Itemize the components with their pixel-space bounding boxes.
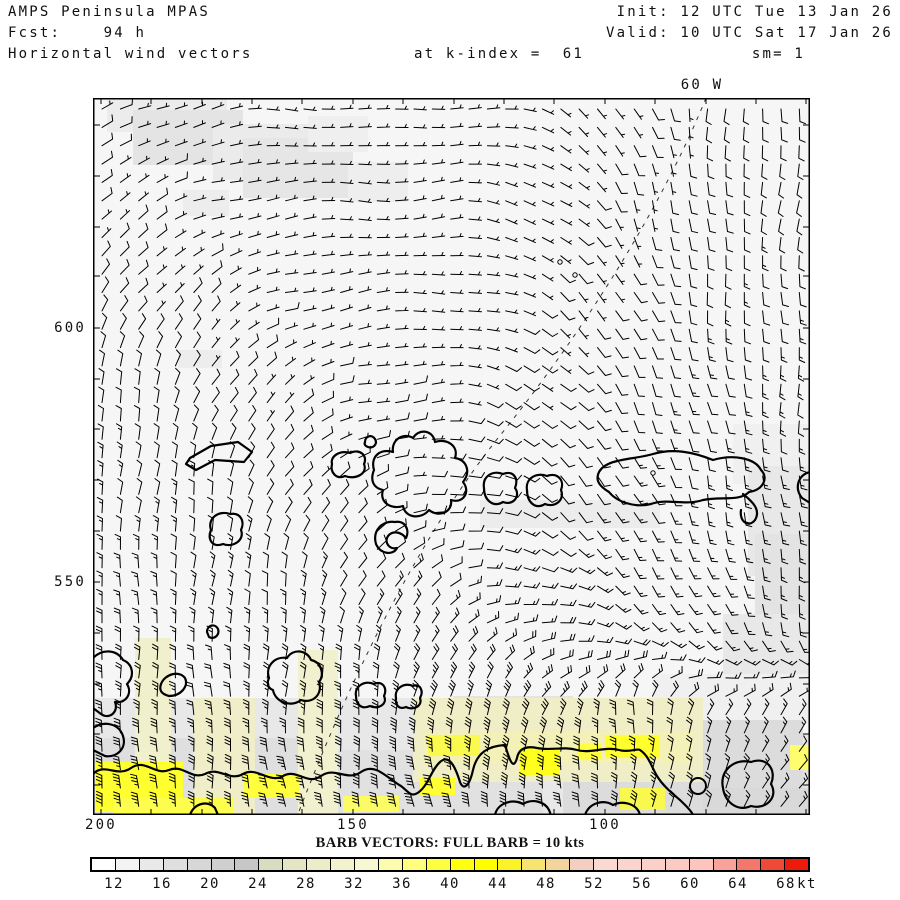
colorbar-cell [521, 859, 545, 870]
colorbar-cell [426, 859, 450, 870]
colorbar-cell [282, 859, 306, 870]
colorbar-tick-label: 20 [200, 876, 220, 892]
colorbar-tick-label: 48 [536, 876, 556, 892]
colorbar-cell [306, 859, 330, 870]
colorbar-cell [402, 859, 426, 870]
colorbar-cell [713, 859, 737, 870]
colorbar-tick-label: 12 [104, 876, 124, 892]
x-axis-label-200: 200 [85, 817, 117, 833]
colorbar-title: BARB VECTORS: FULL BARB = 10 kts [315, 835, 585, 851]
colorbar-cell [593, 859, 617, 870]
colorbar-cell [784, 859, 808, 870]
colorbar-cell [497, 859, 521, 870]
colorbar-tick-label: 56 [632, 876, 652, 892]
colorbar-cell [378, 859, 402, 870]
colorbar-cell [760, 859, 784, 870]
colorbar-cell [187, 859, 211, 870]
init-time: Init: 12 UTC Tue 13 Jan 26 [616, 4, 893, 20]
map-panel [93, 98, 810, 815]
colorbar-cell [545, 859, 569, 870]
colorbar-cell [689, 859, 713, 870]
colorbar-cell [617, 859, 641, 870]
colorbar-tick-label: 52 [584, 876, 604, 892]
colorbar-tick-label: 68 [776, 876, 796, 892]
colorbar-cell [139, 859, 163, 870]
valid-time: Valid: 10 UTC Sat 17 Jan 26 [606, 25, 893, 41]
colorbar-cell [354, 859, 378, 870]
colorbar-cell [641, 859, 665, 870]
colorbar-cell [258, 859, 282, 870]
field-name: Horizontal wind vectors [8, 46, 253, 62]
x-axis-label-100: 100 [589, 817, 621, 833]
colorbar-labels [90, 876, 830, 894]
colorbar-tick-label: 32 [344, 876, 364, 892]
colorbar-tick-label: 40 [440, 876, 460, 892]
colorbar-tick-label: 44 [488, 876, 508, 892]
forecast-hour: Fcst: 94 h [8, 25, 147, 41]
colorbar-tick-label: 60 [680, 876, 700, 892]
colorbar-cell [450, 859, 474, 870]
colorbar-tick-label: 28 [296, 876, 316, 892]
wind-barb-field [93, 98, 810, 815]
colorbar-tick-label: 36 [392, 876, 412, 892]
colorbar-cell [474, 859, 498, 870]
y-axis-label-550: 550 [54, 574, 86, 590]
colorbar-tick-label: 24 [248, 876, 268, 892]
colorbar-tick-label: 16 [152, 876, 172, 892]
level-label: at k-index = 61 [414, 46, 585, 62]
colorbar-unit: kt [797, 876, 817, 892]
colorbar-cell [211, 859, 235, 870]
meridian-label: 60 W [680, 77, 724, 93]
colorbar-cell [665, 859, 689, 870]
smoothing-label: sm= 1 [751, 46, 805, 62]
colorbar-cell [569, 859, 593, 870]
colorbar-cell [736, 859, 760, 870]
x-axis-label-150: 150 [337, 817, 369, 833]
colorbar-cell [234, 859, 258, 870]
model-title: AMPS Peninsula MPAS [8, 4, 210, 20]
colorbar-tick-label: 64 [728, 876, 748, 892]
colorbar-cell [92, 859, 115, 870]
y-axis-label-600: 600 [54, 320, 86, 336]
colorbar-cell [163, 859, 187, 870]
colorbar [90, 857, 810, 872]
colorbar-cell [115, 859, 139, 870]
colorbar-cell [330, 859, 354, 870]
